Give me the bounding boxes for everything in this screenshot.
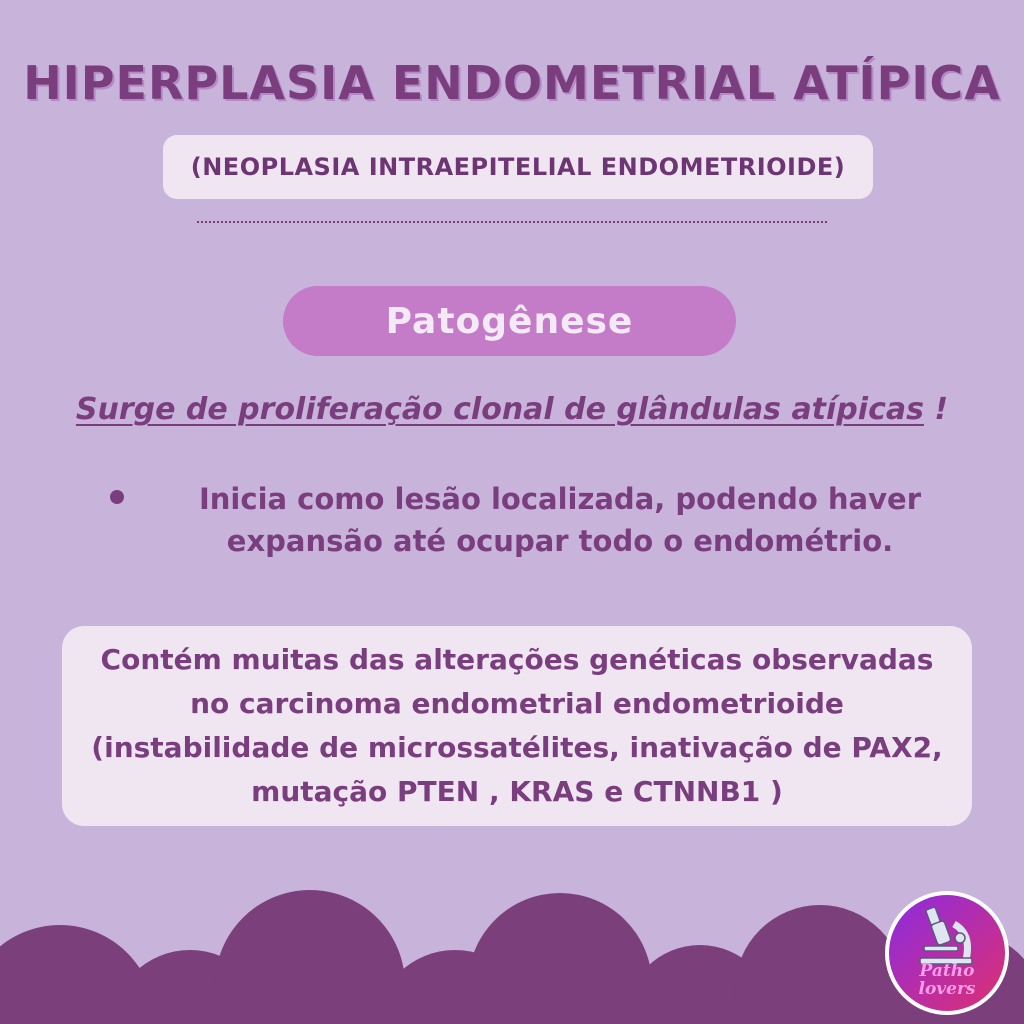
logo-line-1: Patho (919, 961, 975, 981)
lead-underlined-text: Surge de proliferação clonal de glândulas atípicas (75, 392, 924, 427)
info-card (62, 626, 972, 826)
page-subtitle: (NEOPLASIA INTRAEPITELIAL ENDOMETRIOIDE) (190, 153, 846, 181)
page-title: HIPERPLASIA ENDOMETRIAL ATÍPICA (23, 56, 1001, 110)
clouds-decoration (0, 880, 1024, 1024)
patho-lovers-logo (884, 890, 1010, 1016)
bullet-dot-icon (110, 490, 124, 504)
section-label: Patogênese (385, 300, 634, 342)
lead-sentence (0, 392, 1024, 427)
subtitle-box (163, 135, 873, 199)
logo-text (884, 962, 1010, 998)
dotted-divider (197, 221, 827, 223)
bullet-text: Inicia como lesão localizada, podendo haver expansão até ocupar todo o endométrio. (199, 482, 921, 558)
lead-suffix: ! (923, 392, 949, 427)
info-card-text: Contém muitas das alterações genéticas observadas no carcinoma endometrial endometrioide (instabilidade de microssatélites, inativação de PAX2, mutação PTEN , KRAS e CTNNB1 ) (91, 643, 943, 808)
logo-line-2: lovers (918, 979, 976, 999)
section-pill (283, 286, 736, 356)
